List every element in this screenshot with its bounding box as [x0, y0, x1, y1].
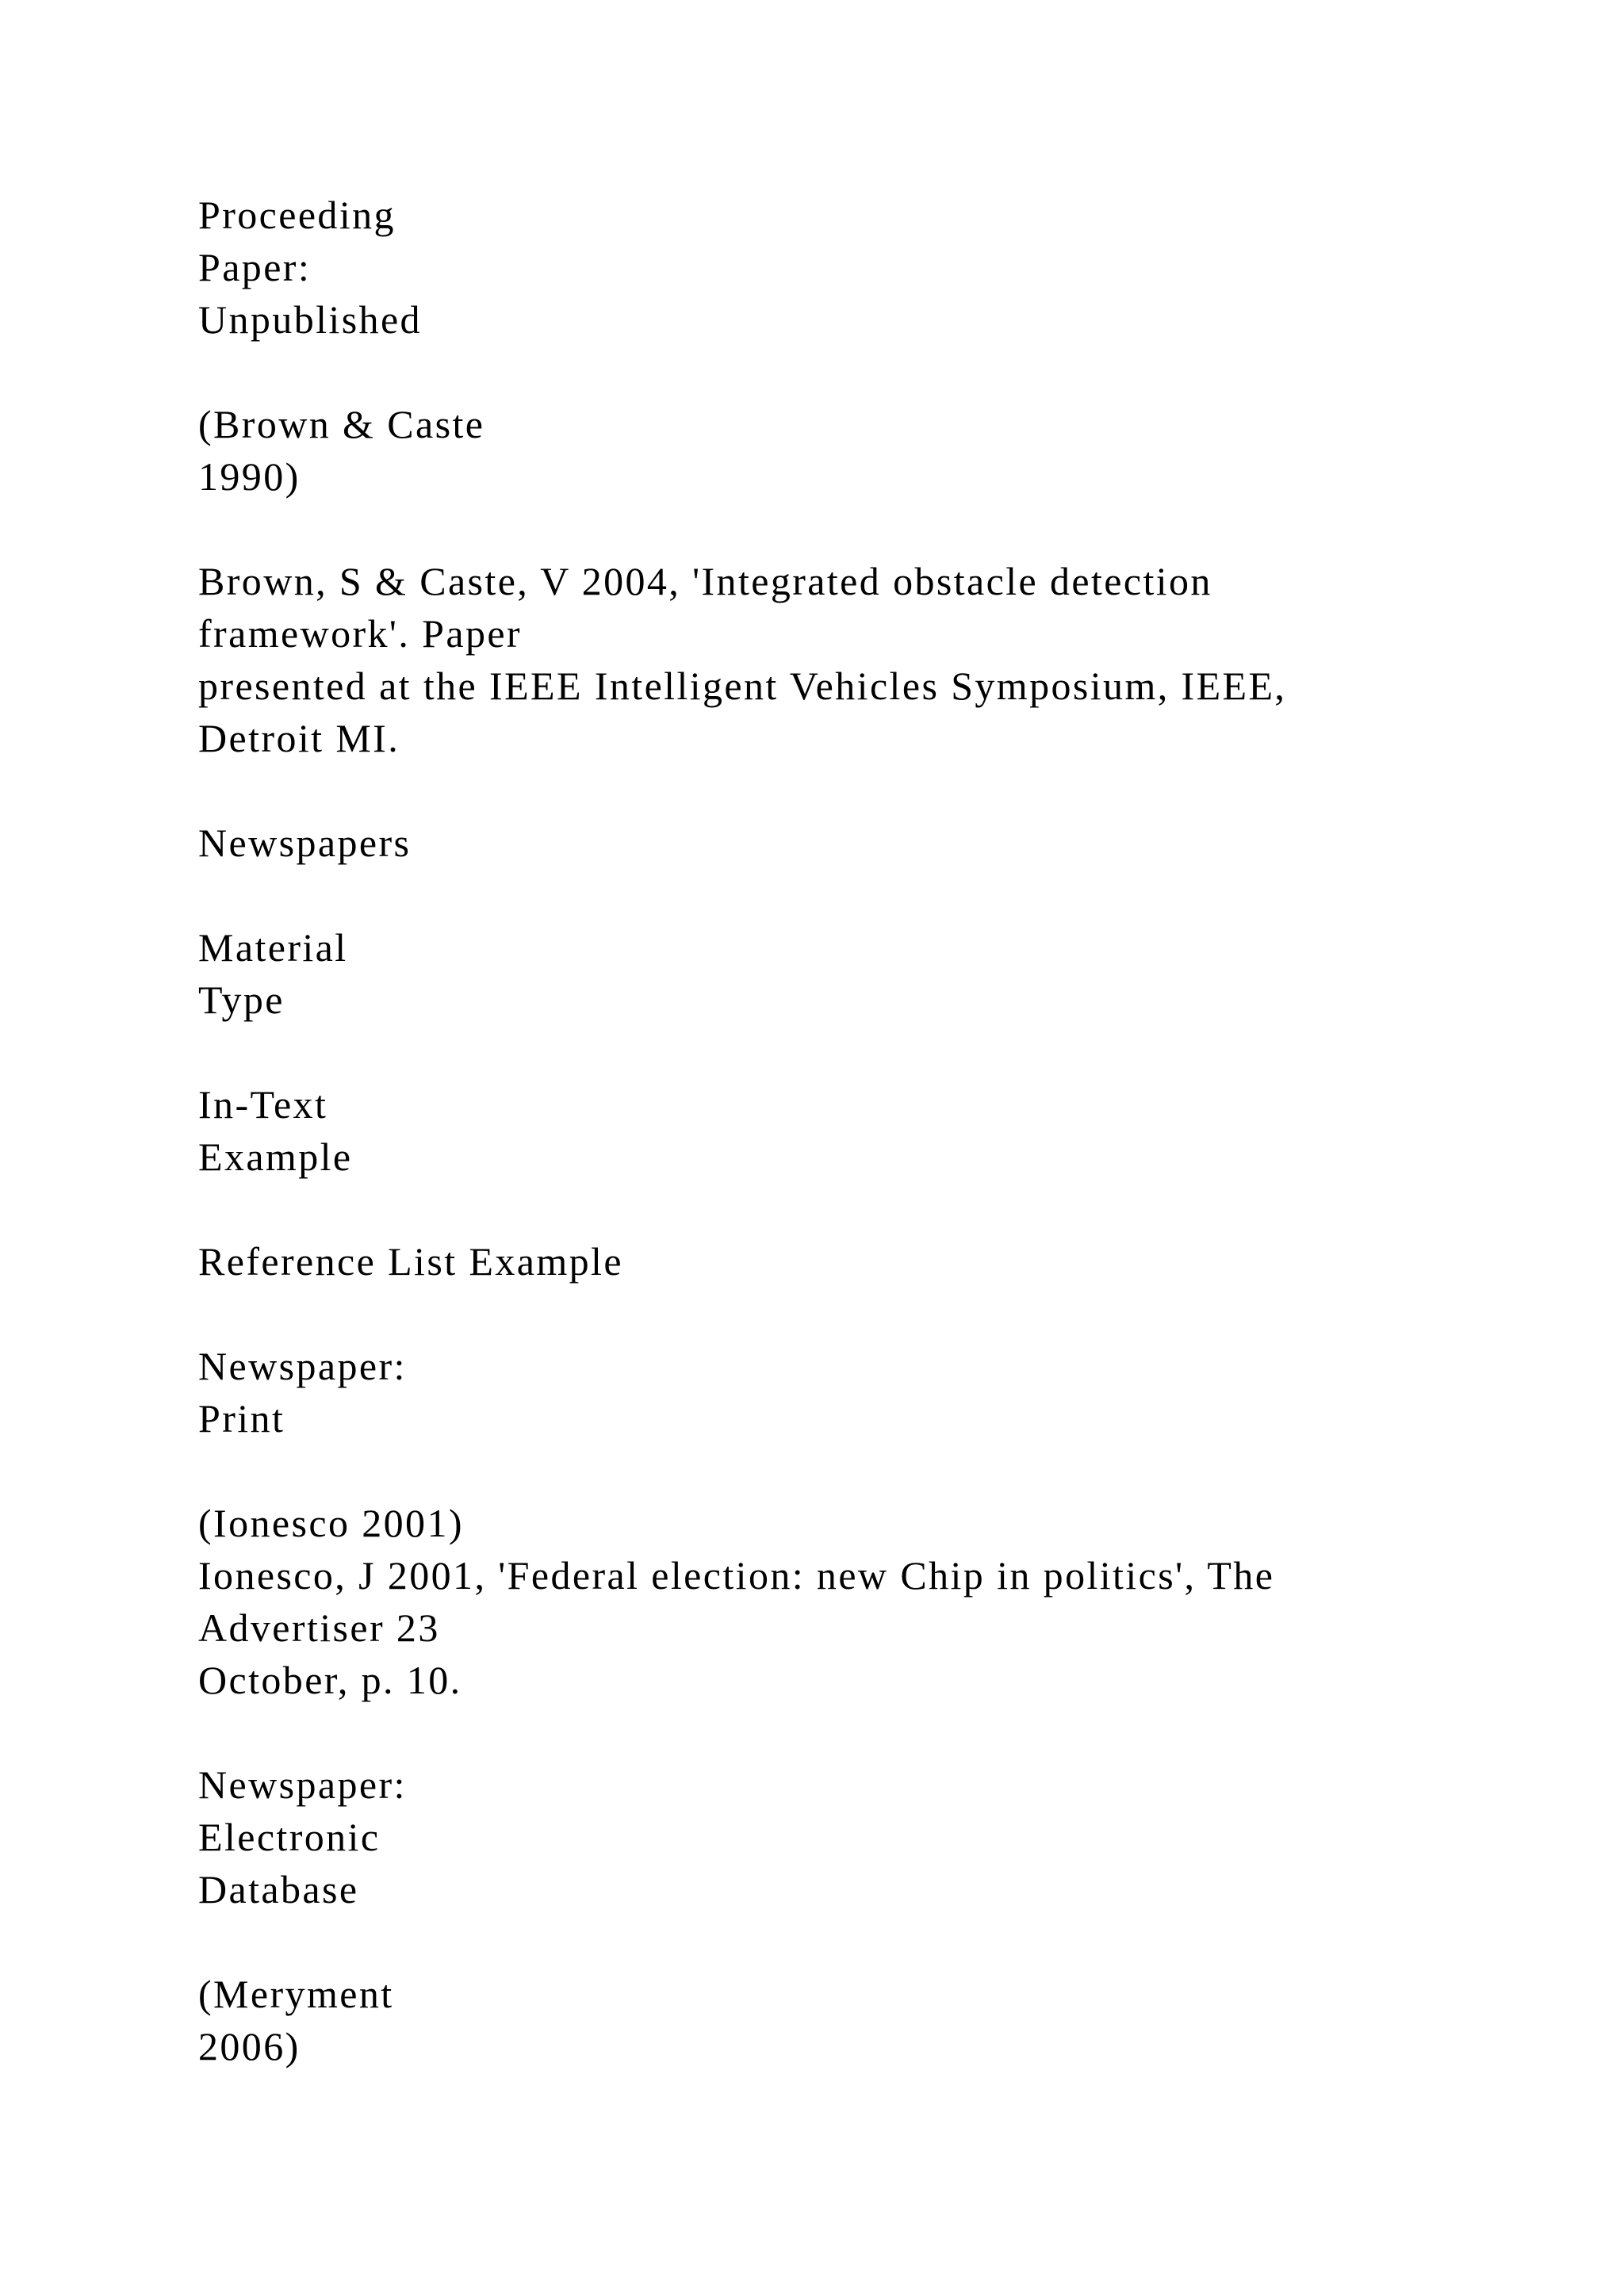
text-line: (Brown & Caste [198, 402, 485, 446]
example-ionesco [198, 1497, 1435, 1706]
text-line: Newspaper: [198, 1344, 407, 1388]
text-line: Type [198, 978, 285, 1022]
text-line: (Ionesco 2001) [198, 1501, 464, 1545]
text-line: (Meryment [198, 1972, 394, 2016]
material-type-proceeding-unpublished [198, 189, 1435, 346]
column-header-in-text-example [198, 1078, 1435, 1183]
document-body [198, 189, 1435, 2125]
section-heading-newspapers [198, 817, 1435, 869]
text-line: Paper: [198, 245, 312, 289]
text-line: presented at the IEEE Intelligent Vehicles Symposium, IEEE, [198, 664, 1287, 708]
text-line: Newspapers [198, 821, 412, 865]
text-line: In-Text [198, 1082, 328, 1127]
reference-list-example-brown-caste [198, 555, 1435, 764]
column-header-material-type [198, 921, 1435, 1026]
text-line: Brown, S & Caste, V 2004, 'Integrated obstacle detection [198, 559, 1212, 603]
text-line: 2006) [198, 2024, 301, 2068]
material-type-newspaper-print [198, 1340, 1435, 1445]
text-line: Advertiser 23 [198, 1605, 440, 1650]
text-line: Proceeding [198, 193, 396, 237]
text-line: Example [198, 1135, 353, 1179]
in-text-example-brown-caste [198, 398, 1435, 503]
text-line: October, p. 10. [198, 1658, 462, 1702]
text-line: framework'. Paper [198, 611, 522, 656]
text-line: Ionesco, J 2001, 'Federal election: new Chip in politics', The [198, 1553, 1275, 1598]
text-line: Reference List Example [198, 1239, 623, 1284]
text-line: Detroit MI. [198, 716, 400, 760]
text-line: Electronic [198, 1815, 381, 1859]
text-line: 1990) [198, 454, 301, 499]
text-line: Material [198, 925, 348, 970]
material-type-newspaper-electronic-database [198, 1758, 1435, 1915]
text-line: Print [198, 1396, 285, 1441]
column-header-reference-list-example [198, 1235, 1435, 1288]
text-line: Newspaper: [198, 1762, 407, 1807]
text-line: Database [198, 1867, 359, 1911]
in-text-example-meryment [198, 1968, 1435, 2072]
text-line: Unpublished [198, 297, 422, 342]
